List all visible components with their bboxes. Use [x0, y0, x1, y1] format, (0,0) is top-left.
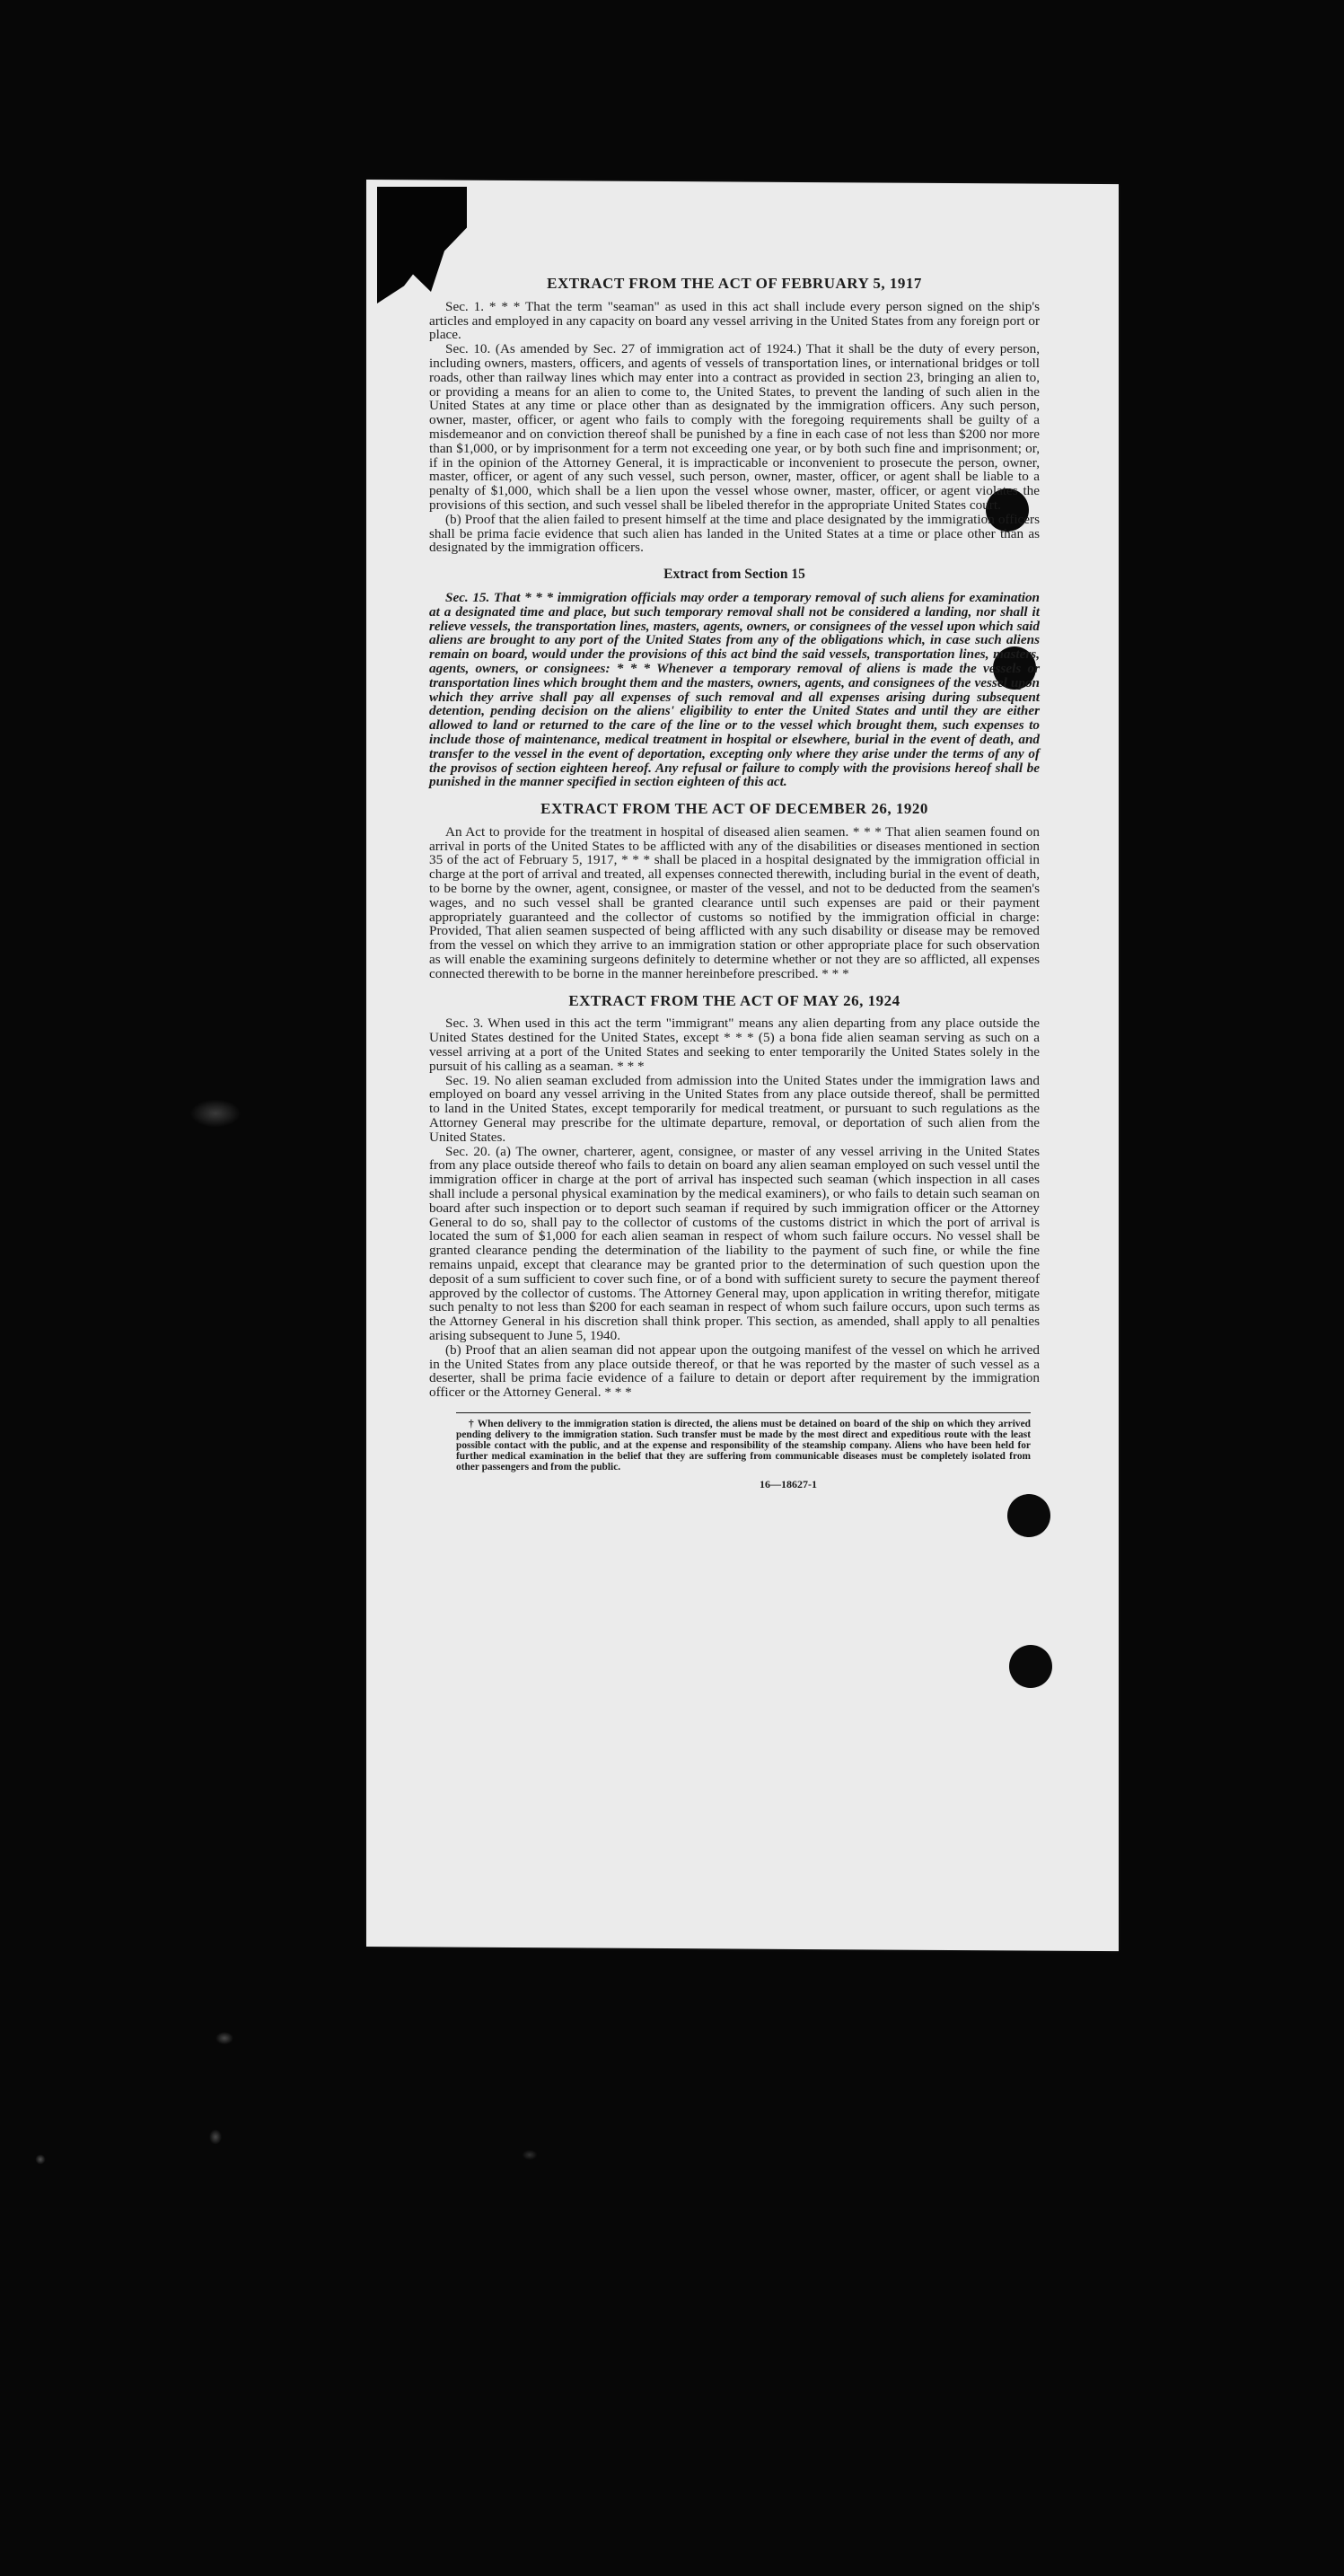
act-1920-paragraph: An Act to provide for the treatment in hospital of diseased alien seamen. * * * That alien seamen found on arrival in ports of the United States to be afflicted with any of the disabilities or diseases mentioned in section 35 of the act of February 5, 1917, * * * shall be placed in a hospital designated by the immigration official in charge at the port of arrival and treated, all expenses connected therewith, including burial in the event of death, to be borne by the owner, agent, consignee, or master of the vessel, and not to be deducted from the seamen's wages, and no such vessel shall be granted clearance until such expenses are paid or their payment appropriately guaranteed and the collector of customs so notified by the immigration official in charge: Provided, That alien seamen suspected of being afflicted with any such disability or disease may be removed from the vessel on which they arrive to an immigration station or other appropriate place for such observation as will enable the examining surgeons definitely to determine whether or not they are so afflicted, all expenses connected therewith to be borne in the manner hereinbefore prescribed. * * *	[429, 823, 1040, 981]
footnote-divider	[456, 1412, 1031, 1413]
act-1920-heading: EXTRACT FROM THE ACT OF DECEMBER 26, 1920	[540, 800, 928, 818]
sec-20b-paragraph: (b) Proof that an alien seaman did not appear upon the outgoing manifest of the vessel on which he arrived in the United States from any place outside thereof, or that he was reported by the master of such vessel as a deserter, shall be prima facie evidence of a failure to detain or deport after requirement by the immigration officer or the Attorney General. * * *	[429, 1341, 1040, 1401]
act-1917-section	[429, 277, 1040, 555]
sec-1-paragraph: Sec. 1. * * * That the term "seaman" as used in this act shall include every person signed on the ship's articles and employed in any capacity on board any vessel arriving in the United States from any foreign port or place.	[429, 298, 1040, 343]
section-15-heading: Extract from Section 15	[663, 567, 805, 583]
sec-19-paragraph: Sec. 19. No alien seaman excluded from admission into the United States under the immigration laws and employed on board any vessel arriving in the United States from any place outside thereof, shall be permitted to land in the United States, except temporarily for medical treatment, or pursuant to such regulations as the Attorney General may prescribe for the ultimate departure, removal, or deportation of such alien from the United States.	[429, 1072, 1040, 1145]
act-1924-heading: EXTRACT FROM THE ACT OF MAY 26, 1924	[568, 991, 900, 1009]
punch-hole	[1009, 1645, 1052, 1688]
act-1920-section	[429, 802, 1040, 981]
sec-3-paragraph: Sec. 3. When used in this act the term "immigrant" means any alien departing from any place outside the United States destined for the United States, except * * * (5) a bona fide alien seaman serving as such on a vessel arriving at a port of the United States and seeking to enter temporarily the United States solely in the pursuit of his calling as a seaman. * * *	[429, 1015, 1040, 1074]
form-code: 16—18627-1	[760, 1477, 817, 1490]
sec-10-paragraph: Sec. 10. (As amended by Sec. 27 of immigration act of 1924.) That it shall be the duty of every person, including owners, masters, officers, and agents of vessels of transportation lines, or international bridges or toll roads, other than railway lines which may enter into a contract as provided in section 23, bringing an alien to, or providing a means for an alien to come to, the United States, to prevent the landing of such alien in the United States at any time or place other than as designated by the immigration officers. Any such person, owner, master, officer, or agent who fails to comply with the foregoing requirements shall be guilty of a misdemeanor and on conviction thereof shall be punished by a fine in each case of not less than $200 nor more than $1,000, or by imprisonment for a term not exceeding one year, or by both such fine and imprisonment; or, if in the opinion of the Attorney General, it is impracticable or inconvenient to prosecute the person, owner, master, officer, or agent of any such vessel, such person, owner, master, officer, or agent shall be liable to a penalty of $1,000, which shall be a lien upon the vessel whose owner, master, officer, or agent violates the provisions of this section, and such vessel shall be libeled therefor in the appropriate United States court.	[429, 341, 1040, 513]
act-1917-heading: EXTRACT FROM THE ACT OF FEBRUARY 5, 1917	[547, 275, 922, 292]
sec-15-paragraph: Sec. 15. That * * * immigration officials may order a temporary removal of such aliens for examination at a designated time and place, but such temporary removal shall not be considered a landing, nor shall it relieve vessels, the transportation lines, masters, agents, owners, or consignees of the vessel upon which said aliens are brought to any port of the United States from any of the obligations which, in case such aliens remain on board, would under the provisions of this act bind the said vessels, transportation lines, masters, agents, owners, or consignees: * * * Whenever a temporary removal of aliens is made the vessels or transportation lines which brought them and the masters, owners, agents, and consignees of the vessel upon which they arrive shall pay all expenses of such removal and all expenses arising during subsequent detention, pending decision on the aliens' eligibility to enter the United States and until they are either allowed to land or returned to the care of the line or to the vessel which brought them, such expenses to include those of maintenance, medical treatment in hospital or elsewhere, burial in the event of death, and transfer to the vessel in the event of deportation, excepting only where they arise under the terms of any of the provisos of section eighteen hereof. Any refusal or failure to comply with the provisions hereof shall be punished in the manner specified in section eighteen of this act.	[429, 589, 1040, 790]
footnote: † When delivery to the immigration station is directed, the aliens must be detained on board of the ship on which they arrived pending delivery to the immigration station. Such transfer must be made by the most direct and expeditious route with the least possible contact with the public, and at the expense and responsibility of the steamship company. Aliens who have been held for further medical examination in the belief that they are suffering from communicable diseases must be completely isolated from other passengers and from the public.	[456, 1418, 1031, 1473]
act-1924-section	[429, 991, 1040, 1401]
sec-10b-paragraph: (b) Proof that the alien failed to present himself at the time and place designated by the immigration officers shall be prima facie evidence that such alien has landed in the United States at a time or place other than as designated by the immigration officers.	[429, 511, 1040, 556]
section-15-block	[429, 567, 1040, 789]
document-text	[429, 277, 1040, 1492]
sec-20-paragraph: Sec. 20. (a) The owner, charterer, agent, consignee, or master of any vessel arriving in the United States from any place outside thereof who fails to detain on board any alien seaman employed on such vessel until the immigration officer in charge at the port of arrival has inspected such seaman (which inspection in all cases shall include a personal physical examination by the medical examiners), or who fails to detain such seaman on board after such inspection or to deport such seaman if required by such immigration officer or the Attorney General to do so, shall pay to the collector of customs of the customs district in which the port of arrival is located the sum of $1,000 for each alien seaman in respect of whom such failure occurs. No vessel shall be granted clearance pending the determination of the liability to the payment of such fine, or while the fine remains unpaid, except that clearance may be granted prior to the determination of such question upon the deposit of a sum sufficient to cover such fine, or of a bond with sufficient surety to secure the payment thereof approved by the collector of customs. The Attorney General may, upon application in writing therefor, mitigate such penalty to not less than $200 for each seaman in respect of whom such failure occurs, upon such terms as the Attorney General in his discretion shall think proper. This section, as amended, shall apply to all penalties arising subsequent to June 5, 1940.	[429, 1143, 1040, 1343]
punch-hole	[1007, 1494, 1050, 1537]
